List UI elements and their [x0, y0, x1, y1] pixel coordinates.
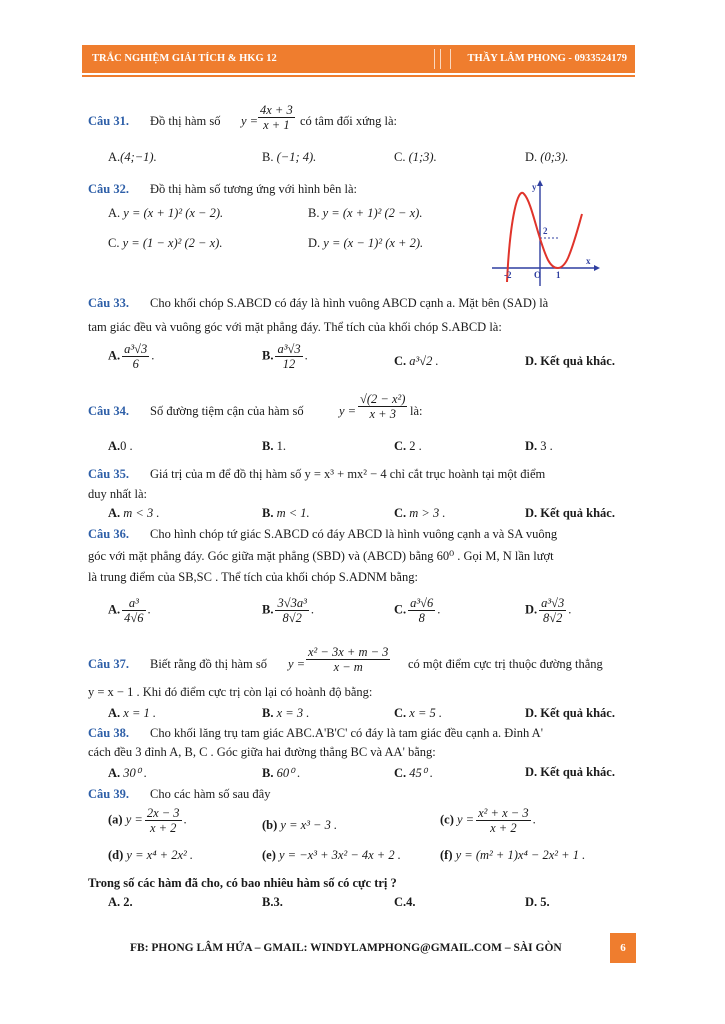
q34-func-num: √(2 − x²) [360, 392, 406, 406]
q37-text2: có một điểm cực trị thuộc đường thẳng [408, 657, 603, 671]
q39-func-e: (e) y = −x³ + 3x² − 4x + 2 . [262, 848, 401, 862]
q34-label: Câu 34. [88, 404, 129, 418]
q31-option-b[interactable]: B. (−1; 4). [262, 150, 317, 164]
q39-func-c: (c) y = $\frac{\text{x² + x − 3}}{x + 2}$ . [440, 806, 536, 835]
q33-option-b[interactable]: B. $\frac{\text{a³√3}}{12}$ . [262, 342, 308, 371]
q39-option-a[interactable]: A. 2. [108, 895, 133, 909]
q38-option-c[interactable]: C. 45⁰ . [394, 766, 434, 780]
q37-label: Câu 37. [88, 657, 129, 671]
q31-label: Câu 31. [88, 114, 129, 128]
q31-option-d[interactable]: D. (0;3). [525, 150, 569, 164]
q35-option-a[interactable]: A. m < 3 . [108, 506, 160, 520]
q39-func-f: (f) y = (m² + 1)x⁴ − 2x² + 1 . [440, 848, 586, 862]
q38-label: Câu 38. [88, 726, 129, 740]
graph-tick-neg2: -2 [504, 270, 512, 280]
y-axis-arrow-icon [537, 180, 543, 186]
graph-y-label: y [532, 182, 537, 192]
q39-option-b[interactable]: B.3. [262, 895, 283, 909]
q37-option-c[interactable]: C. x = 5 . [394, 706, 443, 720]
q33-option-d[interactable]: D. Kết quả khác. [525, 354, 615, 368]
q37-func-fraction [306, 645, 390, 674]
q36-line2: góc với mặt phẳng đáy. Góc giữa mặt phẳng (SBD) và (ABCD) bằng 60⁰ . Gọi M, N lần lượt [88, 549, 554, 563]
q35-label: Câu 35. [88, 467, 129, 481]
q38-option-b[interactable]: B. 60⁰ . [262, 766, 301, 780]
q37-line2: y = x − 1 . Khi đó điểm cực trị còn lại có hoành độ bằng: [88, 685, 373, 699]
q37-option-b[interactable]: B. x = 3 . [262, 706, 310, 720]
q37-option-a[interactable]: A. x = 1 . [108, 706, 157, 720]
q33-option-a[interactable]: A. $\frac{\text{a³√3}}{6}$ . [108, 342, 155, 371]
q31-text: Đồ thị hàm số [150, 114, 221, 128]
page-header [82, 45, 635, 73]
q36-option-a[interactable]: A. $\frac{\text{a³}}{4√6}$ . [108, 596, 151, 625]
q31-option-c[interactable]: C. (1;3). [394, 150, 437, 164]
q37-option-d[interactable]: D. Kết quả khác. [525, 706, 615, 720]
q36-line3: là trung điểm của SB,SC . Thể tích của khối chóp S.ADNM bằng: [88, 570, 418, 584]
q37-text: Biết rằng đồ thị hàm số [150, 657, 267, 671]
q32-label: Câu 32. [88, 182, 129, 196]
q39-func-b: (b) y = x³ − 3 . [262, 818, 338, 832]
q31-text2: có tâm đối xứng là: [300, 114, 398, 128]
q33-line1: Cho khối chóp S.ABCD có đáy là hình vuông ABCD cạnh a. Mặt bên (SAD) là [150, 296, 549, 310]
page-footer: FB: PHONG LÂM HỨA – GMAIL: WINDYLAMPHONG@GMAIL.COM – SÀI GÒN [130, 942, 562, 954]
q31-func-fraction [258, 103, 295, 132]
q38-line1: Cho khối lăng trụ tam giác ABC.A'B'C' có đáy là tam giác đều cạnh a. Đỉnh A' [150, 726, 543, 740]
q32-option-b[interactable]: B. y = (x + 1)² (2 − x). [308, 206, 423, 220]
q35-option-c[interactable]: C. m > 3 . [394, 506, 446, 520]
page-number: 6 [610, 933, 636, 963]
q34-text2: là: [410, 404, 423, 418]
q31-func-den: x + 1 [263, 118, 290, 132]
q39-option-c[interactable]: C.4. [394, 895, 416, 909]
q35-line2: duy nhất là: [88, 487, 148, 501]
q35-line1: Giá trị của m để đồ thị hàm số y = x³ + mx² − 4 chỉ cắt trục hoành tại một điểm [150, 467, 546, 481]
graph-x-label: x [586, 256, 591, 266]
q32-option-d[interactable]: D. y = (x − 1)² (x + 2). [308, 236, 424, 250]
q36-option-b[interactable]: B. $\frac{\text{3√3a³}}{8√2}$ . [262, 596, 314, 625]
q37-func-den: x − m [333, 660, 363, 674]
q39-func-d: (d) y = x⁴ + 2x² . [108, 848, 194, 862]
graph-tick-y2: 2 [543, 226, 548, 236]
q34-func-den: x + 3 [369, 407, 396, 421]
q34-option-c[interactable]: C. 2 . [394, 439, 422, 453]
q34-option-d[interactable]: D. 3 . [525, 439, 553, 453]
header-title: TRẮC NGHIỆM GIẢI TÍCH & HKG 12 [92, 53, 277, 64]
header-divider [434, 49, 458, 69]
q38-option-a[interactable]: A. 30⁰ . [108, 766, 148, 780]
graph-tick-1: 1 [556, 270, 561, 280]
q34-func-fraction [358, 392, 407, 421]
q32-function-graph [490, 178, 600, 288]
q35-option-d[interactable]: D. Kết quả khác. [525, 506, 615, 520]
q36-option-d[interactable]: D. $\frac{\text{a³√3}}{8√2}$ . [525, 596, 572, 625]
q33-option-c[interactable]: C. a³√2 . [394, 354, 439, 368]
q32-option-a[interactable]: A. y = (x + 1)² (x − 2). [108, 206, 224, 220]
q34-option-b[interactable]: B. 1. [262, 439, 286, 453]
q39-text: Cho các hàm số sau đây [150, 787, 271, 801]
graph-origin-label: O [534, 270, 542, 280]
q38-line2: cách đều 3 đỉnh A, B, C . Góc giữa hai đường thẳng BC và AA' bằng: [88, 745, 436, 759]
q34-text: Số đường tiệm cận của hàm số [150, 404, 304, 418]
q37-func-lhs: y = [288, 657, 306, 671]
q31-func-num: 4x + 3 [260, 103, 293, 117]
q39-option-d[interactable]: D. 5. [525, 895, 550, 909]
q39-func-a: (a) y = $\frac{2x - 3}{x + 2}$ . [108, 806, 187, 835]
q31-func-lhs: y = [241, 114, 259, 128]
q33-label: Câu 33. [88, 296, 129, 310]
q32-text: Đồ thị hàm số tương ứng với hình bên là: [150, 182, 357, 196]
q35-option-b[interactable]: B. m < 1. [262, 506, 310, 520]
q39-question: Trong số các hàm đã cho, có bao nhiêu hàm số có cực trị ? [88, 876, 397, 890]
header-rule [82, 75, 635, 77]
q36-line1: Cho hình chóp tứ giác S.ABCD có đáy ABCD là hình vuông cạnh a và SA vuông [150, 527, 558, 541]
q32-option-c[interactable]: C. y = (1 − x)² (2 − x). [108, 236, 223, 250]
header-author: THẦY LÂM PHONG - 0933524179 [467, 53, 627, 64]
q37-func-num: x² − 3x + m − 3 [308, 645, 389, 659]
q34-func-lhs: y = [339, 404, 357, 418]
x-axis-arrow-icon [594, 265, 600, 271]
q31-option-a[interactable]: A.(4;−1). [108, 150, 157, 164]
q39-label: Câu 39. [88, 787, 129, 801]
q36-option-c[interactable]: C. $\frac{\text{a³√6}}{8}$ . [394, 596, 441, 625]
q38-option-d[interactable]: D. Kết quả khác. [525, 765, 615, 779]
q36-label: Câu 36. [88, 527, 129, 541]
q33-line2: tam giác đều và vuông góc với mặt phẳng đáy. Thể tích của khối chóp S.ABCD là: [88, 320, 502, 334]
q34-option-a[interactable]: A.0 . [108, 439, 133, 453]
